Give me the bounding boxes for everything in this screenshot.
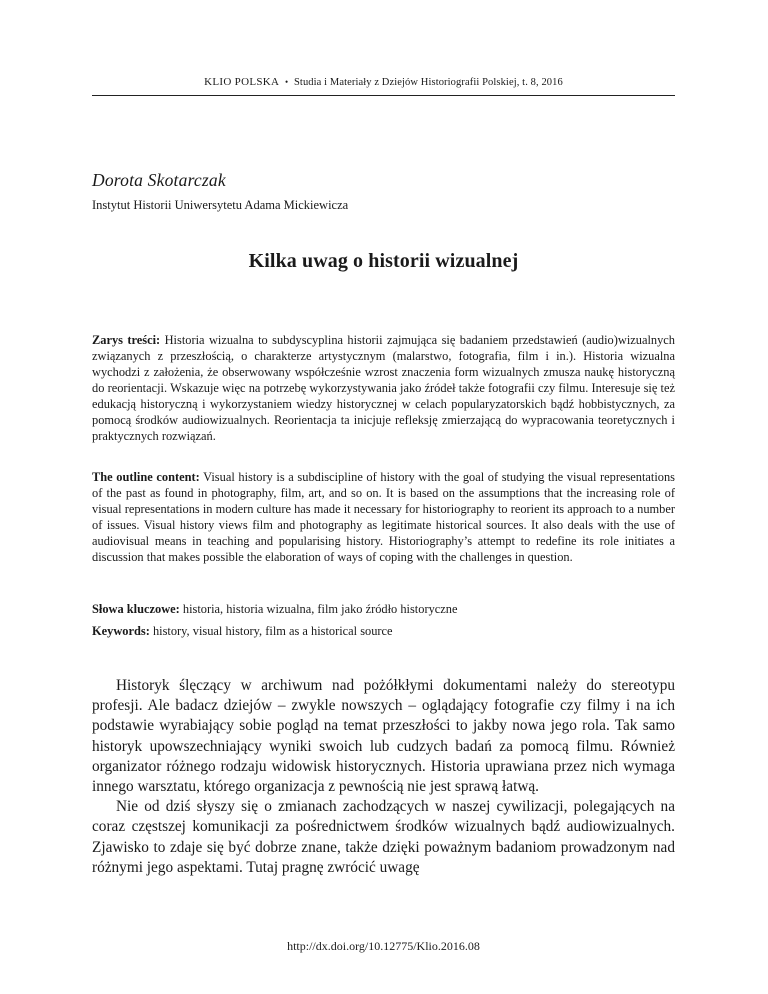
author-name: Dorota Skotarczak [92,170,226,190]
keywords-english-text: history, visual history, film as a historical source [152,624,393,638]
body-paragraph: Nie od dziś słyszy się o zmianach zachodzących w naszej cywilizacji, polegających na coraz częstszej komunikacji za pośrednictwem środków wizualnych bądź audiowizualnych. Zjawisko to zdaje się być dobrze znane, także dzięki poważnym badaniom prowadzonym nad różnymi jego aspektami. Tutaj pragnę zwrócić uwagę [92,798,675,876]
keywords-polish-label: Słowa kluczowe: [92,602,180,616]
keywords-english [92,623,393,639]
bullet-separator: • [284,77,289,87]
journal-subtitle: Studia i Materiały z Dziejów Historiografii Polskiej, t. 8, 2016 [293,77,563,88]
keywords-polish [92,601,457,617]
article-body [92,676,675,878]
body-paragraph: Historyk ślęczący w archiwum nad pożółkłymi dokumentami należy do stereotypu profesji. Ale badacz dziejów – zwykle nowszych – oglądający fotografie czy filmy i na ich podstawie wyrabiający sobie pogląd na temat przeszłości to jakby nowa jego rola. Tak samo historyk upowszechniający wyniki swoich lub cudzych badań za pomocą filmu. Również organizator różnego rodzaju widowisk historycznych. Historia uprawiana przez nich wymaga innego warsztatu, którego organizacja z pewnością nie jest sprawą łatwą. [92,677,675,796]
abstract-english-text: Visual history is a subdiscipline of history with the goal of studying the visual representations of the past as found in photography, film, art, and so on. It is based on the assumptions that the increasing role of visual representations in modern culture has made it necessary for historiography to reorient its approach to a number of issues. Visual history views film and photography as legitimate historical sources. It also deals with the use of audiovisual means in teaching and popularising history. Historiography’s attempt to redefine its role initiates a discussion that makes possible the elaboration of ways of coping with the challenges in question. [92,470,676,564]
header-rule [92,95,675,96]
doi-link[interactable]: http://dx.doi.org/10.12775/Klio.2016.08 [287,939,480,953]
author-affiliation: Instytut Historii Uniwersytetu Adama Mickiewicza [92,198,349,212]
journal-name: KLIO POLSKA [204,76,280,88]
abstract-polish [92,332,675,444]
abstract-polish-text: Historia wizualna to subdyscyplina historii zajmująca się badaniem przedstawień (audio)wizualnych związanych z przeszłością, o charakterze artystycznym (malarstwo, fotografia, film i in.). Historia wizualna wychodzi z założenia, że obserwowany współcześnie wzrost znaczenia form wizualnych zmusza naukę historyczną do reorientacji. Wskazuje więc na potrzebę wykorzystywania jako źródeł także fotografii czy filmu. Interesuje się też edukacją historyczną i wykorzystaniem wiedzy historycznej w celach popularyzatorskich bądź hobbistycznych, za pomocą środków audiowizualnych. Reorientacja ta inicjuje refleksję zmierzającą do wypracowania teoretycznych i praktycznych rozwiązań. [92,333,675,443]
running-head [92,76,675,88]
abstract-polish-label: Zarys treści: [92,333,161,347]
abstract-english-label: The outline content: [92,470,200,484]
article-page [92,0,675,994]
abstract-english [92,469,675,565]
keywords-polish-text: historia, historia wizualna, film jako źródło historyczne [182,602,458,616]
article-title: Kilka uwag o historii wizualnej [248,250,519,272]
keywords-english-label: Keywords: [92,624,150,638]
